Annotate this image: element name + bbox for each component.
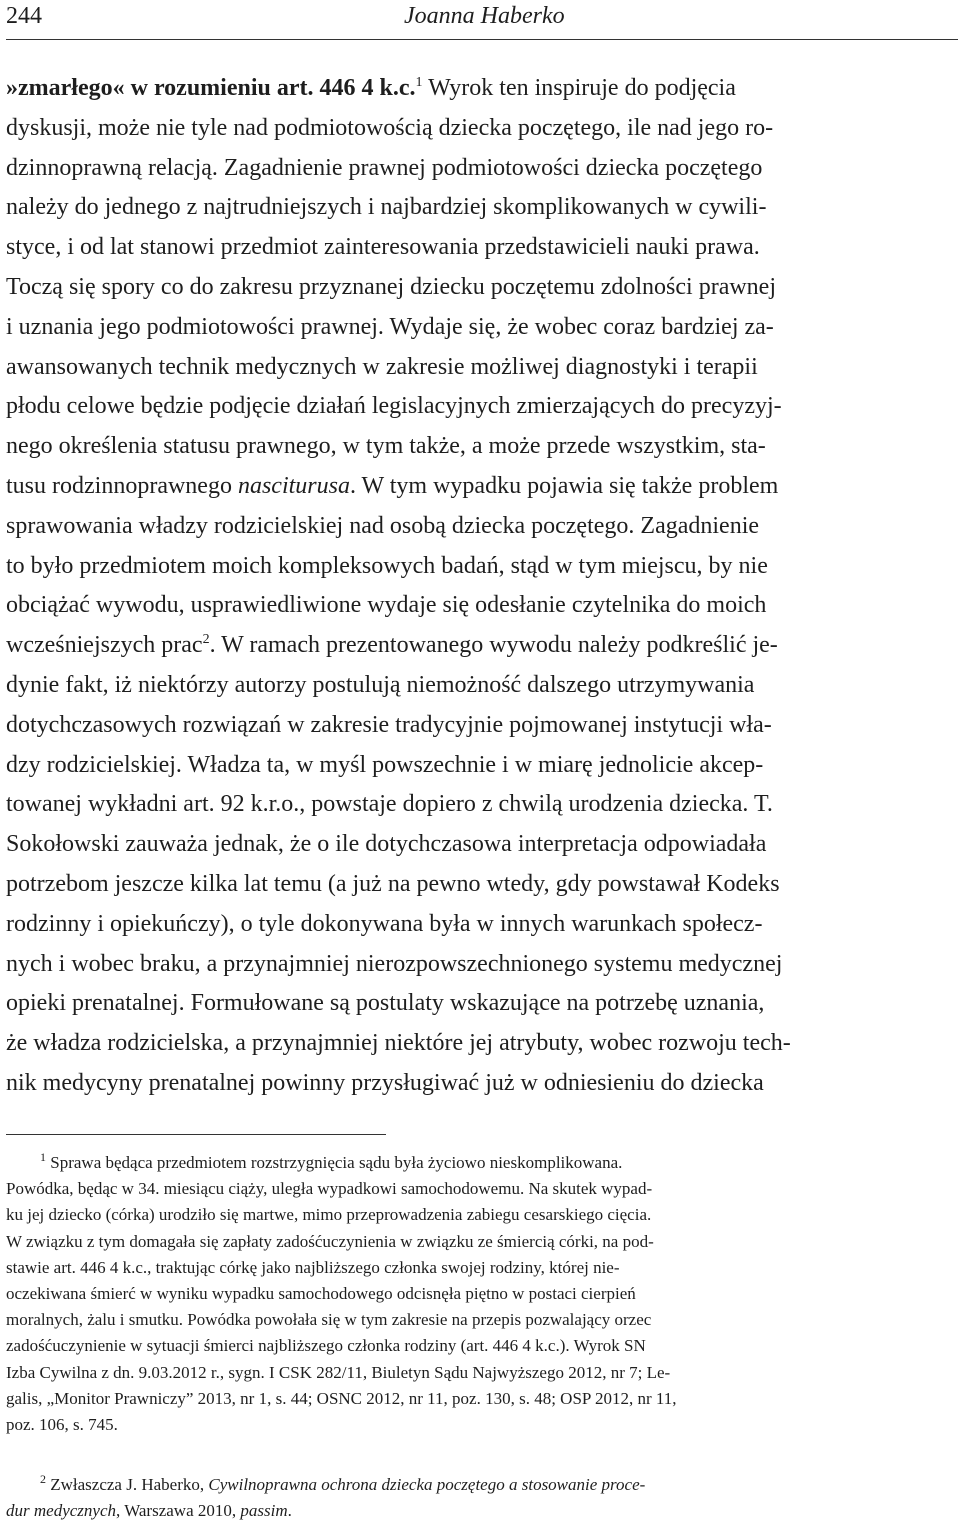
text-fragment: . W ramach prezentowanego wywodu należy podkreślić je- bbox=[209, 632, 778, 659]
running-head-author: Joanna Haberko bbox=[404, 3, 565, 29]
text-line: awansowanych technik medycznych w zakresie możliwej diagnostyki i terapii bbox=[6, 353, 758, 380]
text-fragment: tusu rodzinnoprawnego bbox=[6, 472, 238, 499]
footnote-line: galis, „Monitor Prawniczy” 2013, nr 1, s. 44; OSNC 2012, nr 11, poz. 130, s. 48; OSP 2012, nr 11, bbox=[6, 1388, 677, 1408]
text-line: opieki prenatalnej. Formułowane są postulaty wskazujące na potrzebę uznania, bbox=[6, 990, 765, 1017]
footnote-line: stawie art. 446 4 k.c., traktując córkę jako najbliższego członka swojej rodziny, której nie- bbox=[6, 1257, 620, 1277]
footnote-line: Izba Cywilna z dn. 9.03.2012 r., sygn. I CSK 282/11, Biuletyn Sądu Najwyższego 2012, nr 7; Le- bbox=[6, 1362, 671, 1382]
text-fragment: . W tym wypadku pojawia się także problem bbox=[349, 472, 779, 499]
running-header bbox=[6, 2, 952, 34]
text-line: że władza rodzicielska, a przynajmniej niektóre jej atrybuty, wobec rozwoju tech- bbox=[6, 1030, 791, 1057]
text-fragment: Zwłaszcza J. Haberko, bbox=[46, 1475, 209, 1494]
text-line: dzy rodzicielskiej. Władza ta, w myśl powszechnie i w miarę jednolicie akcep- bbox=[6, 751, 764, 778]
footnote-ref-2: 2 bbox=[202, 632, 210, 648]
text-fragment: , Warszawa 2010, bbox=[116, 1501, 241, 1521]
text-line bbox=[6, 626, 955, 666]
footnote-line bbox=[6, 1472, 955, 1498]
text-line: nik medycyny prenatalnej powinny przysługiwać już w odniesieniu do dziecka bbox=[6, 1069, 764, 1096]
text-line: styce, i od lat stanowi przedmiot zainteresowania przedstawicieli nauki prawa. bbox=[6, 234, 760, 261]
text-fragment: Sprawa będąca przedmiotem rozstrzygnięcia sądu była życiowo nieskomplikowana. bbox=[46, 1153, 623, 1172]
text-line: dzinnoprawną relacją. Zagadnienie prawnej podmiotowości dziecka poczętego bbox=[6, 154, 763, 181]
footnote-ref-1: 1 bbox=[415, 75, 423, 90]
main-text bbox=[6, 69, 955, 1104]
text-line: potrzebom jeszcze kilka lat temu (a już na pewno wtedy, gdy powstawał Kodeks bbox=[6, 870, 780, 897]
text-line: obciążać wywodu, usprawiedliwione wydaje się odesłanie czytelnika do moich bbox=[6, 592, 767, 619]
text-line: płodu celowe będzie podjęcie działań legislacyjnych zmierzających do precyzyj- bbox=[6, 393, 782, 420]
text-line: to było przedmiotem moich kompleksowych badań, stąd w tym miejscu, by nie bbox=[6, 552, 768, 579]
text-line: rodzinny i opiekuńczy), o tyle dokonywana była w innych warunkach społecz- bbox=[6, 910, 763, 937]
footnote-separator bbox=[6, 1134, 386, 1135]
text-line: dynie fakt, iż niektórzy autorzy postulują niemożność dalszego utrzymywania bbox=[6, 671, 755, 698]
text-line bbox=[6, 69, 955, 109]
bold-phrase: »zmarłego« w rozumieniu art. 446 4 k.c. bbox=[6, 75, 416, 101]
footnote-line bbox=[6, 1150, 955, 1176]
text-line bbox=[6, 467, 955, 507]
footnote-line: Powódka, będąc w 34. miesiącu ciąży, uległa wypadkowi samochodowemu. Na skutek wypad- bbox=[6, 1179, 653, 1199]
text-line: nego określenia statusu prawnego, w tym także, a może przede wszystkim, sta- bbox=[6, 433, 766, 460]
text-line: dyskusji, może nie tyle nad podmiotowością dziecka poczętego, ile nad jego ro- bbox=[6, 114, 774, 141]
footnote-line: zadośćuczynienie w sytuacji śmierci najbliższego członka rodziny (art. 446 4 k.c.). Wyrok SN bbox=[6, 1336, 646, 1356]
footnote-line: moralnych, żalu i smutku. Powódka powołała się w tym zakresie na przepis pozwalający orzec bbox=[6, 1310, 652, 1330]
page-number: 244 bbox=[6, 3, 42, 29]
italic-term: passim bbox=[240, 1501, 288, 1521]
text-line: dotychczasowych rozwiązań w zakresie tradycyjnie pojmowanej instytucji wła- bbox=[6, 711, 772, 738]
italic-title: Cywilnoprawna ochrona dziecka poczętego a stosowanie proce- bbox=[208, 1475, 646, 1494]
footnote-line bbox=[6, 1498, 955, 1524]
text-line: sprawowania władzy rodzicielskiej nad osobą dziecka poczętego. Zagadnienie bbox=[6, 512, 760, 539]
italic-term: nasciturusa bbox=[237, 472, 350, 499]
footnote-2 bbox=[6, 1472, 955, 1524]
footnote-number: 2 bbox=[40, 1472, 46, 1486]
footnote-number: 1 bbox=[40, 1150, 46, 1164]
footnote-line: ku jej dziecko (córka) urodziło się martwe, mimo przeprowadzenia zabiegu cesarskiego cięcia. bbox=[6, 1205, 652, 1225]
footnote-line: poz. 106, s. 745. bbox=[6, 1414, 118, 1434]
text-line: nych i wobec braku, a przynajmniej nierozpowszechnionego systemu medycznej bbox=[6, 950, 783, 977]
text-line: Sokołowski zauważa jednak, że o ile dotychczasowa interpretacja odpowiadała bbox=[6, 831, 767, 858]
text-fragment: . bbox=[287, 1501, 292, 1521]
footnote-1 bbox=[6, 1150, 955, 1438]
text-line: należy do jednego z najtrudniejszych i najbardziej skomplikowanych w cywili- bbox=[6, 194, 767, 221]
text-fragment: wcześniejszych prac bbox=[6, 632, 203, 659]
footnote-line: W związku z tym domagała się zapłaty zadośćuczynienia w związku ze śmiercią córki, na pod- bbox=[6, 1231, 654, 1251]
text-line: towanej wykładni art. 92 k.r.o., powstaje dopiero z chwilą urodzenia dziecka. T. bbox=[6, 791, 773, 818]
italic-title: dur medycznych bbox=[6, 1501, 116, 1521]
header-rule bbox=[6, 39, 958, 40]
footnote-line: oczekiwana śmierć w wyniku wypadku samochodowego odcisnęła piętno w postaci cierpień bbox=[6, 1283, 636, 1303]
text-line: i uznania jego podmiotowości prawnej. Wydaje się, że wobec coraz bardziej za- bbox=[6, 313, 774, 340]
text-fragment: Wyrok ten inspiruje do podjęcia bbox=[422, 75, 736, 101]
text-line: Toczą się spory co do zakresu przyznanej dziecku poczętemu zdolności prawnej bbox=[6, 273, 776, 300]
